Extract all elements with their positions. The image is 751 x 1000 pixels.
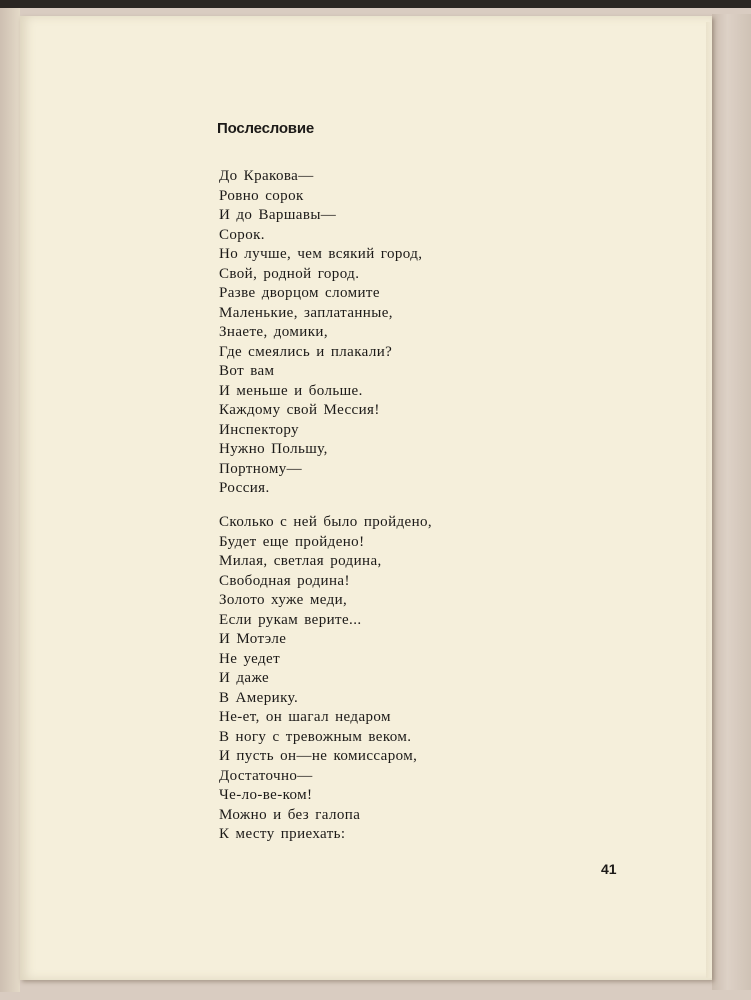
poem-line: Милая, светлая родина, bbox=[219, 553, 382, 569]
poem-line: В ногу с тревожным веком. bbox=[219, 728, 412, 745]
poem-line: Вот вам bbox=[219, 363, 275, 379]
poem-line: Россия. bbox=[219, 480, 270, 496]
poem-line: Свободная родина! bbox=[219, 572, 350, 589]
poem-line: Маленькие, заплатанные, bbox=[219, 304, 393, 321]
poem-line: Че-ло-ве-ком! bbox=[219, 787, 313, 803]
poem-line: И меньше и больше. bbox=[219, 382, 363, 399]
poem-line: Не-ет, он шагал недаром bbox=[219, 709, 391, 725]
stanza-2 bbox=[219, 513, 432, 845]
poem-line: Портному— bbox=[219, 460, 303, 477]
poem-line: В Америку. bbox=[219, 689, 299, 706]
page-number: 41 bbox=[601, 861, 617, 877]
poem-line: Нужно Польшу, bbox=[219, 441, 328, 457]
poem-line: Но лучше, чем всякий город, bbox=[219, 246, 423, 262]
poem-line: И даже bbox=[219, 670, 270, 686]
poem-line: До Кракова— bbox=[219, 168, 314, 184]
poem-line: Где смеялись и плакали? bbox=[219, 343, 393, 360]
poem-line: И Мотэле bbox=[219, 631, 287, 647]
poem-line: Каждому свой Мессия! bbox=[219, 402, 380, 418]
poem-line: Разве дворцом сломите bbox=[219, 285, 380, 301]
poem-line: Ровно сорок bbox=[219, 187, 304, 204]
poem-line: И пусть он—не комиссаром, bbox=[219, 748, 418, 764]
poem-line: Сорок. bbox=[219, 226, 265, 243]
poem-line: Можно и без галопа bbox=[219, 806, 361, 823]
poem-line: Золото хуже меди, bbox=[219, 592, 348, 608]
poem-line: Инспектору bbox=[219, 421, 299, 438]
poem-line: Если рукам верите... bbox=[219, 611, 362, 628]
page-stack-edge bbox=[706, 22, 712, 978]
stanza-1 bbox=[219, 167, 422, 499]
book-gutter bbox=[0, 8, 20, 992]
cover-edge bbox=[712, 14, 751, 990]
poem-line: Будет еще пройдено! bbox=[219, 533, 365, 550]
poem-line: К месту приехать: bbox=[219, 826, 346, 842]
poem-heading: Послесловие bbox=[217, 120, 314, 137]
poem-line: Свой, родной город. bbox=[219, 265, 360, 282]
poem-line: Достаточно— bbox=[219, 767, 313, 784]
poem-line: И до Варшавы— bbox=[219, 207, 337, 223]
poem-line: Сколько с ней было пройдено, bbox=[219, 514, 433, 530]
poem-line: Знаете, домики, bbox=[219, 324, 329, 340]
poem-line: Не уедет bbox=[219, 650, 281, 667]
